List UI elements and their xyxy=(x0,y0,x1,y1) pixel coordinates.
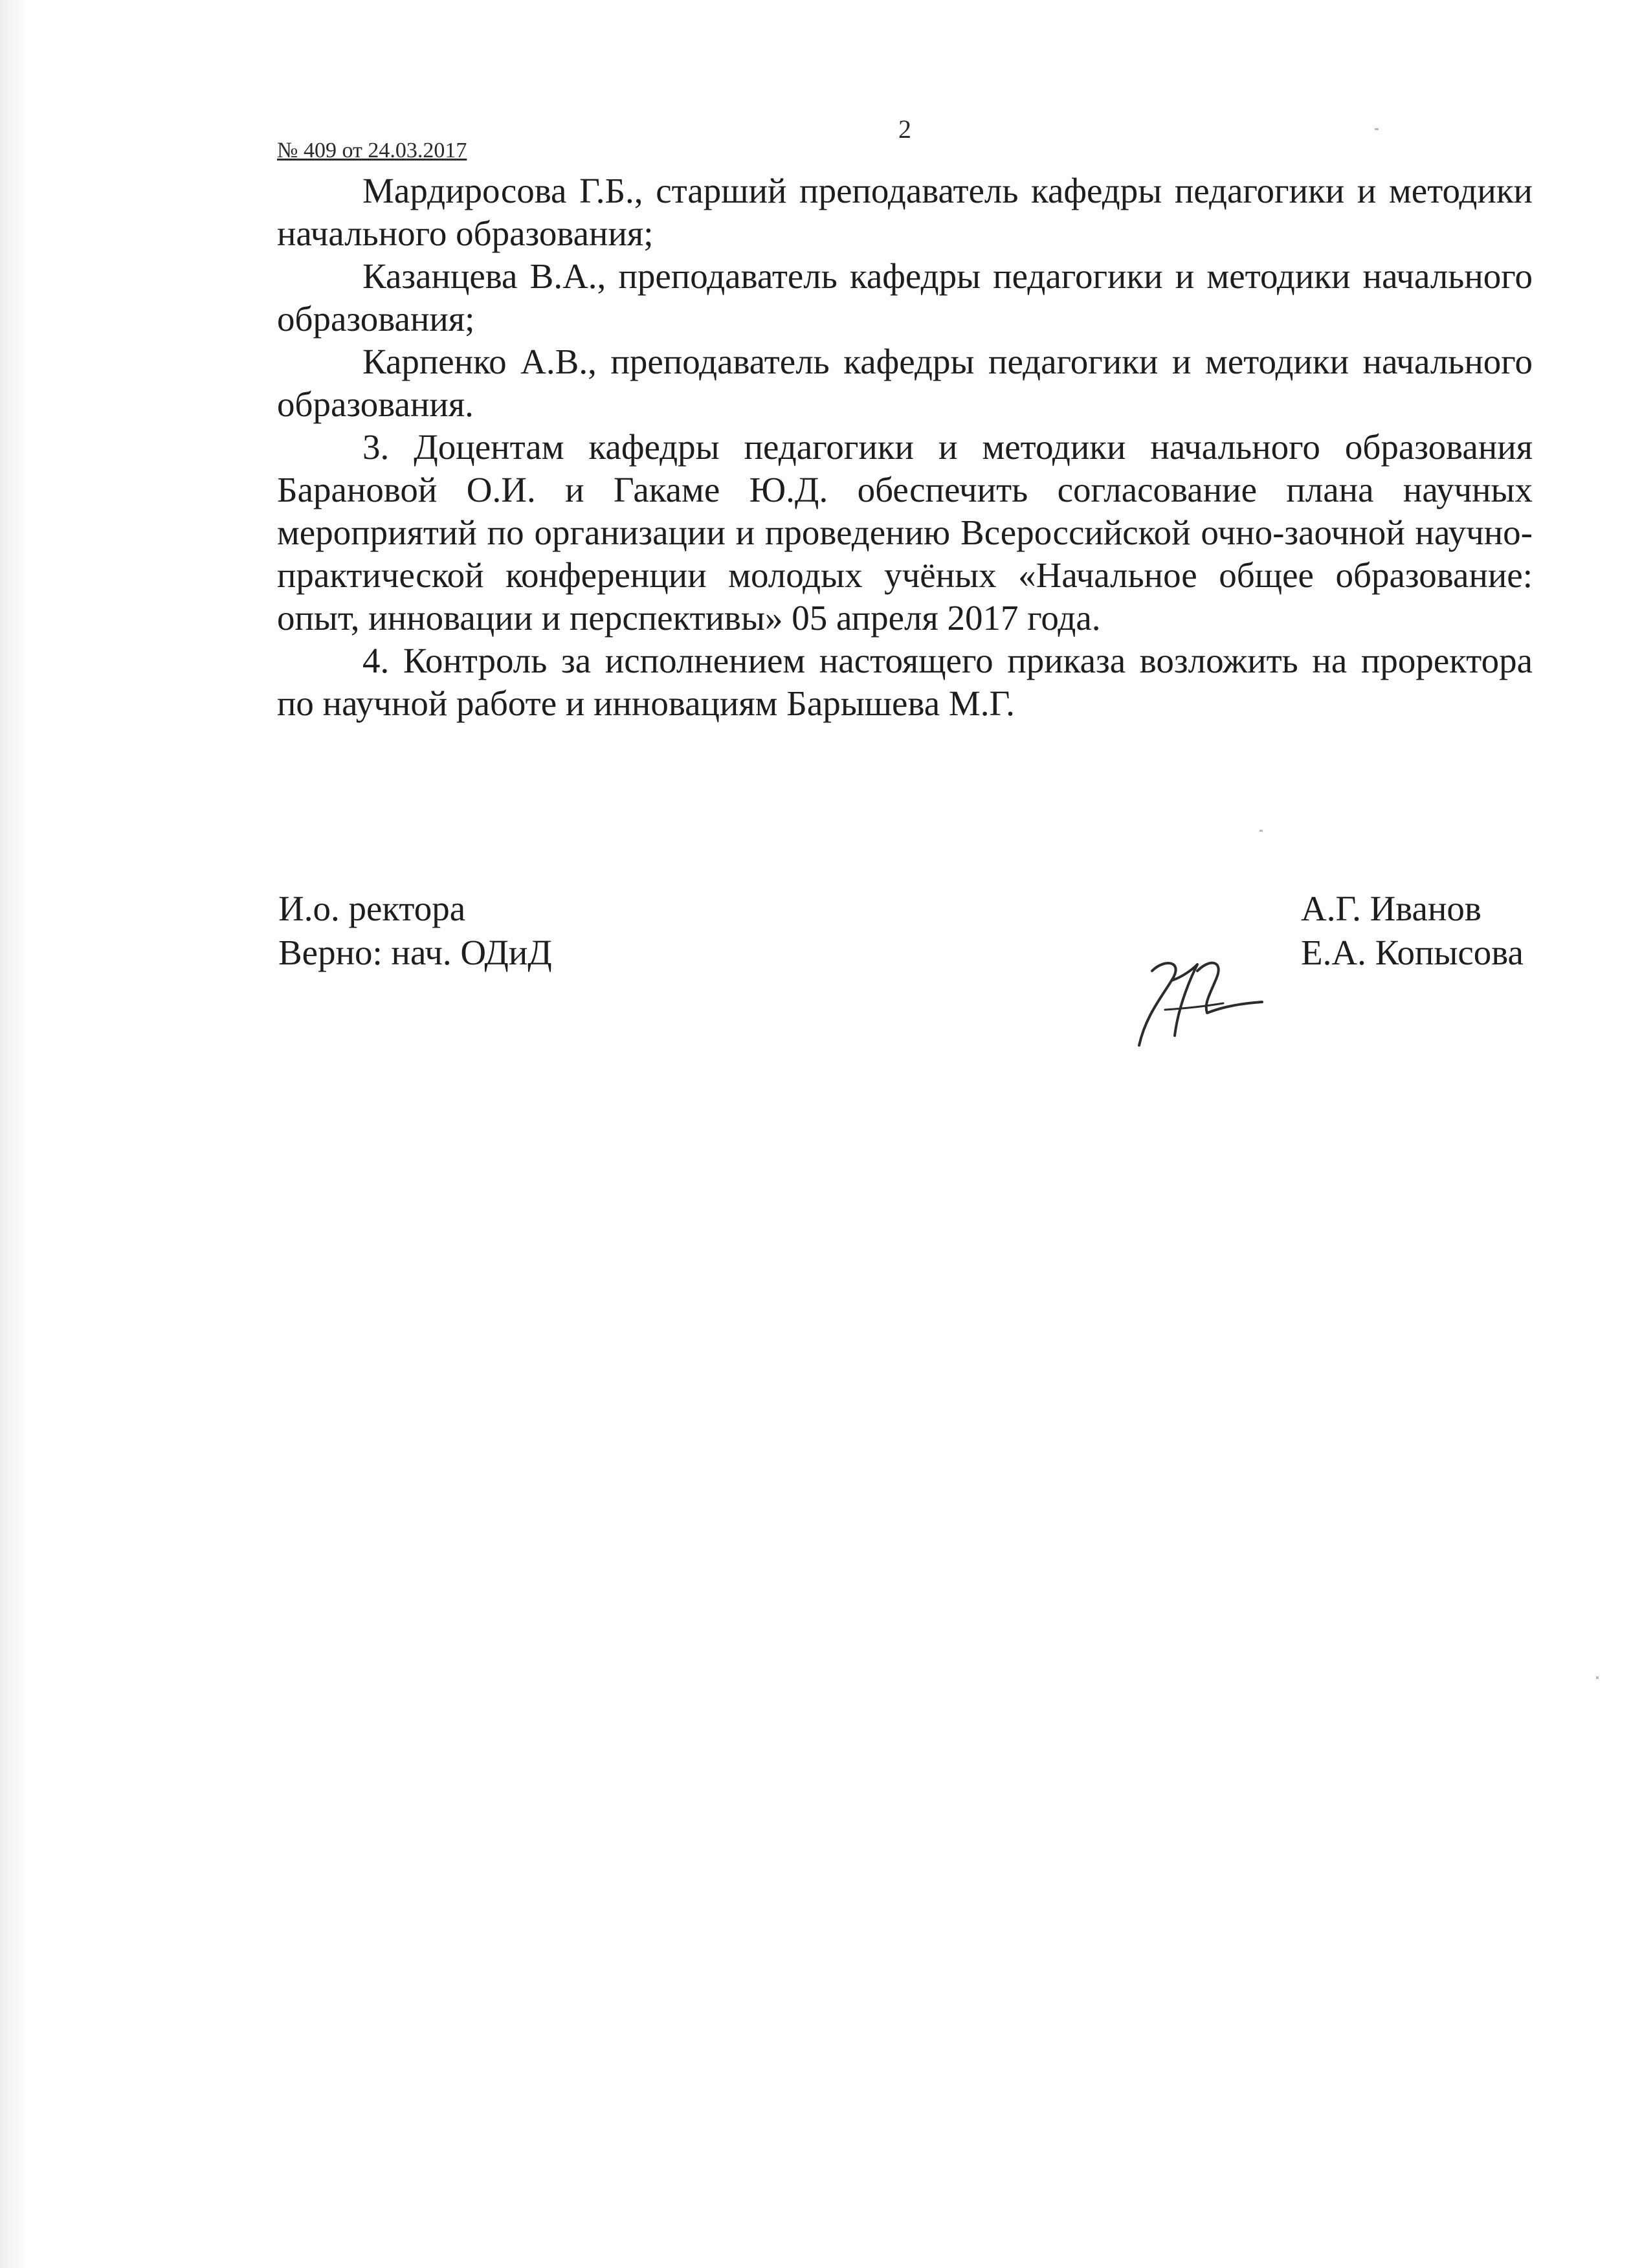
order-reference: № 409 от 24.03.2017 xyxy=(277,139,467,162)
signature-names xyxy=(1301,887,1524,975)
signatory-title: И.о. ректора xyxy=(278,889,466,928)
scan-edge xyxy=(0,0,26,2268)
signature-titles xyxy=(278,887,552,975)
paragraph: Карпенко А.В., преподаватель кафедры педагогики и методики начального образования. xyxy=(277,342,1533,424)
paragraph: Казанцева В.А., преподаватель кафедры педагогики и методики начального образования; xyxy=(277,256,1533,339)
paragraph: Мардиросова Г.Б., старший преподаватель кафедры педагогики и методики начального образования; xyxy=(277,171,1533,253)
document-body xyxy=(277,170,1533,725)
scan-dust-mark xyxy=(1375,128,1379,130)
paragraph: 4. Контроль за исполнением настоящего приказа возложить на проректора по научной работе и инновациям Барышева М.Г. xyxy=(277,641,1533,723)
paragraph: 3. Доцентам кафедры педагогики и методики начального образования Барановой О.И. и Гакаме Ю.Д. обеспечить согласование плана научных мероприятий по организации и проведению Всероссийской очно-заочной научно-практической конференции молодых учёных «Начальное общее образование: опыт, инновации и перспективы» 05 апреля 2017 года. xyxy=(277,427,1533,638)
scan-dust-mark xyxy=(1259,830,1263,832)
page-number: 2 xyxy=(898,115,911,144)
verifier-name: Е.А. Копысова xyxy=(1301,933,1524,972)
signatory-name: А.Г. Иванов xyxy=(1301,889,1481,928)
handwritten-signature xyxy=(1126,932,1282,1062)
verification-title: Верно: нач. ОДиД xyxy=(278,933,552,972)
scan-dust-mark xyxy=(1596,1676,1599,1679)
